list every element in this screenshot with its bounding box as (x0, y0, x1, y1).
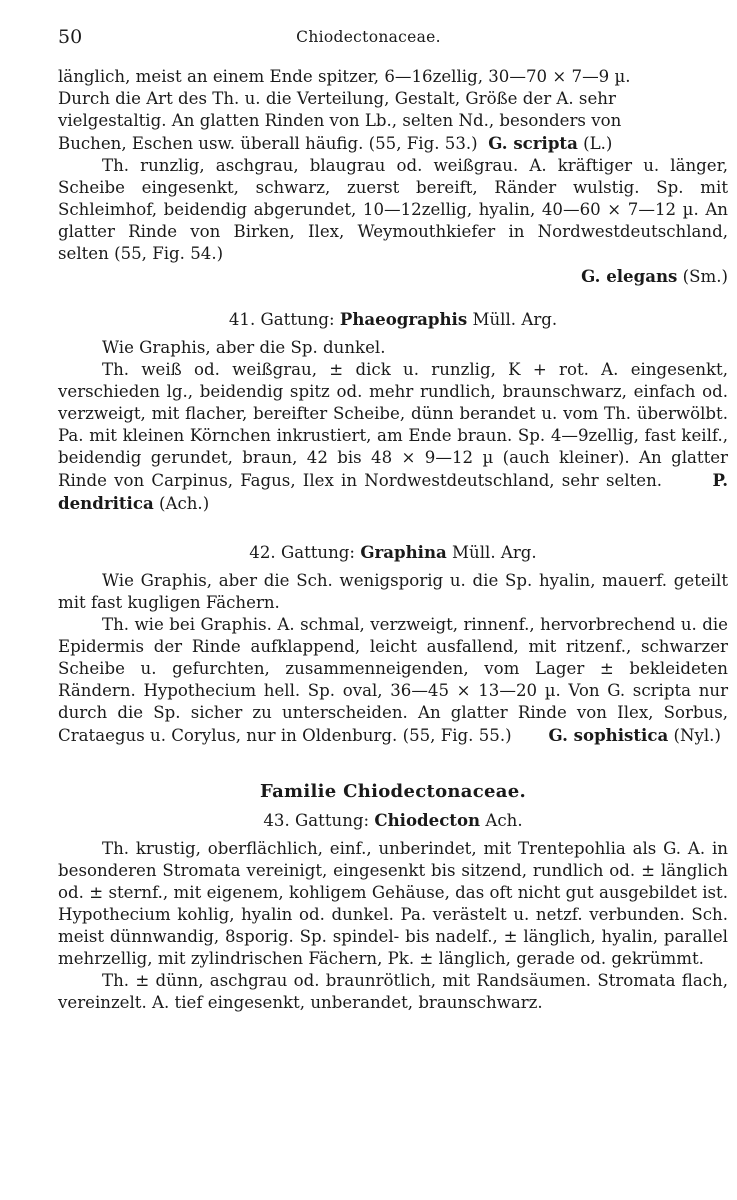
dendritica-text: Th. weiß od. weißgrau, ± dick u. runzlig, K + rot. A. eingesenkt, verschieden lg., beidendig spitz od. mehr rundlich, braunschwarz, einfach od. verzweigt, mit flacher, bereifter Scheibe, dünn berandet u. vom Th. überwölbt. Pa. mit kleinen Körnchen inkrustiert, am Ende braun. Sp. 4—9zellig, fast keilf., beidendig gerundet, braun, 42 bis 48 × 9—12 µ (auch kleiner). An glatter Rinde von Carpinus, Fagus, Ilex in Nordwestdeutschland, sehr selten. (58, 360, 728, 490)
page-number: 50 (58, 26, 83, 48)
genus-prefix-41: 41. Gattung: (228, 310, 335, 329)
genus-prefix-42: 42. Gattung: (249, 543, 356, 562)
scripta-description (58, 66, 728, 155)
species-name-scripta: G. scripta (488, 133, 578, 153)
scripta-line-1: länglich, meist an einem Ende spitzer, 6—16zellig, 30—70 × 7—9 µ. (58, 67, 631, 86)
species-author-scripta: (L.) (583, 134, 613, 153)
sophistica-text: Th. wie bei Graphis. A. schmal, verzweigt, rinnenf., hervorbrechend u. die Epidermis der Rinde aufklappend, leicht ausfallend, mit ritzenf., schwarzer Scheibe u. gefurchten, zusammenneigenden, vom Lager ± bekleideten Rändern. Hypothecium hell. Sp. oval, 36—45 × 13—20 µ. Von G. scripta nur durch die Sp. sicher zu unterscheiden. An glatter Rinde von Ilex, Sorbus, Crataegus u. Corylus, nur in Oldenburg. (55, Fig. 55.) (58, 615, 728, 745)
genus-author-43: Ach. (485, 811, 523, 830)
species-name-sophistica: G. sophistica (548, 725, 669, 745)
species-name-dendritica: P. dendritica (58, 470, 728, 513)
chiodecton-description: Th. krustig, oberflächlich, einf., unberindet, mit Trentepohlia als G. A. in besonderen Stromata vereinigt, eingesenkt bis sitzend, rundlich od. ± länglich od. ± sternf., mit eigenem, kohligem Gehäuse, das oft nicht gut ausgebildet ist. Hypothecium kohlig, hyalin od. dunkel. Pa. verästelt u. netzf. verbunden. Sch. meist dünnwandig, 8sporig. Sp. spindel- bis nadelf., ± länglich, hyalin, parallel mehrzellig, mit zylindrischen Fächern, Pk. ± länglich, gerade od. gekrümmt. (58, 839, 728, 968)
species-author-sophistica: (Nyl.) (673, 726, 721, 745)
chiodecton-species-description: Th. ± dünn, aschgrau od. braunrötlich, mit Randsäumen. Stromata flach, vereinzelt. A. tief eingesenkt, unberandet, braunschwarz. (58, 971, 728, 1012)
page-body (58, 66, 728, 1014)
page-header (58, 26, 679, 50)
genus-intro-41: Wie Graphis, aber die Sp. dunkel. (102, 338, 386, 357)
genus-intro-42: Wie Graphis, aber die Sch. wenigsporig u. die Sp. hyalin, mauerf. geteilt mit fast kugligen Fächern. (58, 571, 728, 612)
running-title: Chiodectonaceae. (296, 28, 441, 46)
sophistica-description (58, 614, 728, 747)
species-author-elegans: (Sm.) (682, 267, 728, 286)
genus-name-42: Graphina (360, 542, 447, 562)
genus-heading-42 (58, 541, 728, 564)
family-heading: Familie Chiodectonaceae. (259, 781, 527, 802)
species-line-elegans (58, 265, 728, 288)
scripta-line-2: Durch die Art des Th. u. die Verteilung, Gestalt, Größe der A. sehr (58, 89, 616, 108)
elegans-description: Th. runzlig, aschgrau, blaugrau od. weißgrau. A. kräftiger u. länger, Scheibe eingesenkt, schwarz, zuerst bereift, Ränder wulstig. Sp. mit Schleimhof, beidendig abgerundet, 10—12zellig, hyalin, 40—60 × 7—12 µ. An glatter Rinde von Birken, Ilex, Weymouthkiefer in Nordwestdeutschland, selten (55, Fig. 54.) (58, 156, 728, 263)
genus-author-42: Müll. Arg. (452, 543, 537, 562)
genus-name-43: Chiodecton (374, 810, 481, 830)
species-author-dendritica: (Ach.) (158, 494, 210, 513)
genus-heading-43 (58, 809, 728, 832)
species-name-elegans: G. elegans (581, 266, 678, 286)
genus-heading-41 (58, 308, 728, 331)
scripta-line-4: Buchen, Eschen usw. überall häufig. (55, Fig. 53.) (58, 134, 478, 153)
genus-prefix-43: 43. Gattung: (263, 811, 370, 830)
dendritica-description (58, 359, 728, 515)
genus-name-41: Phaeographis (339, 309, 468, 329)
genus-author-41: Müll. Arg. (472, 310, 558, 329)
scripta-line-3: vielgestaltig. An glatten Rinden von Lb., selten Nd., besonders von (58, 111, 622, 130)
